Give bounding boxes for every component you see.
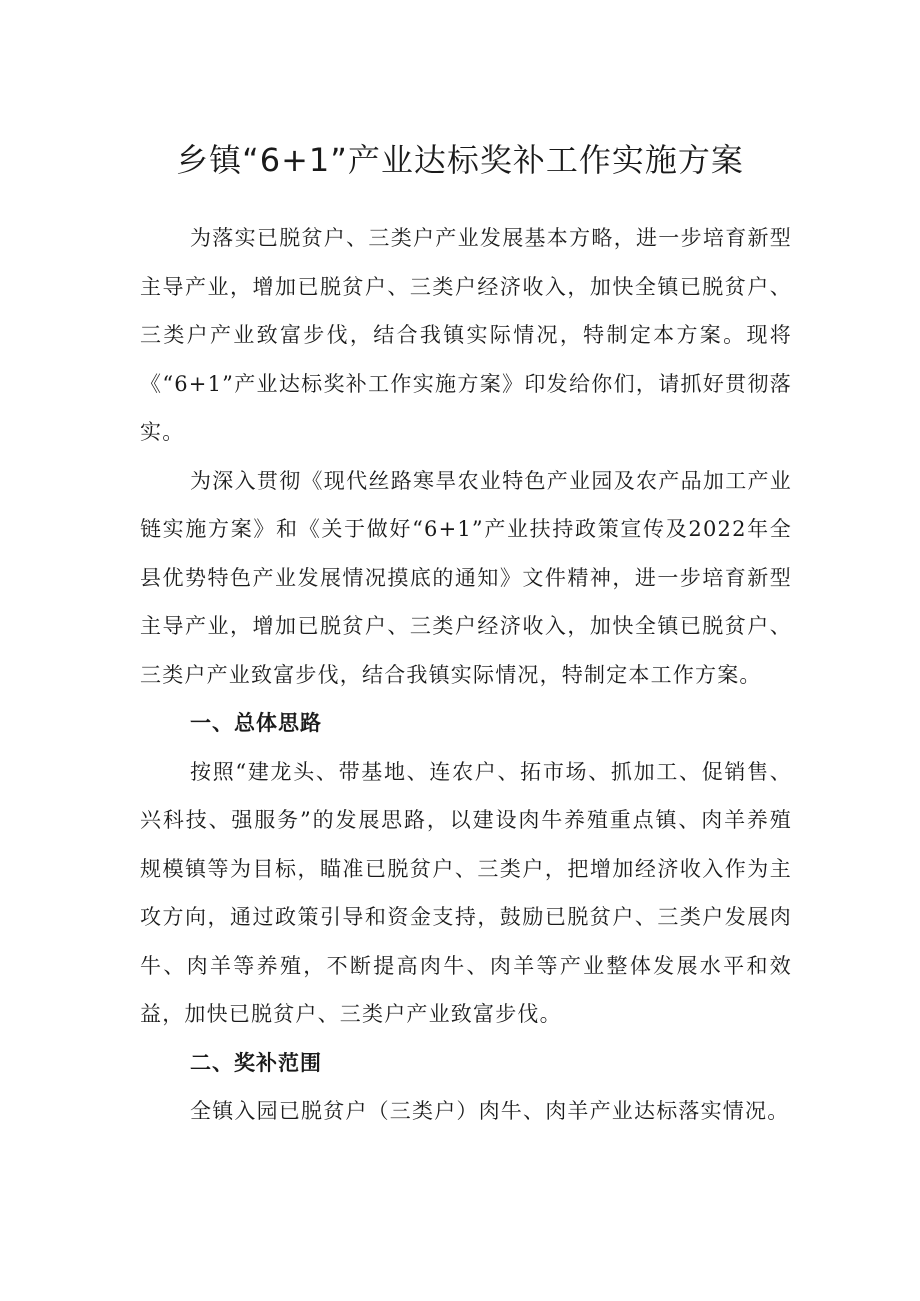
section-text-subsidy-scope: 全镇入园已脱贫户（三类户）肉牛、肉羊产业达标落实情况。 (190, 1099, 790, 1123)
section-heading-subsidy-scope: 二、奖补范围 (190, 1050, 322, 1075)
section-heading-overall-approach: 一、总体思路 (190, 711, 322, 735)
document-title: 乡镇“6+1”产业达标奖补工作实施方案 (176, 141, 744, 179)
document-body (140, 214, 792, 1136)
section-text-overall-approach: 按照“建龙头、带基地、连农户、拓市场、抓加工、促销售、兴科技、强服务”的发展思路，以建设肉牛养殖重点镇、肉羊养殖规模镇等为目标，瞄准已脱贫户、三类户，把增加经济收入作为主攻方向，通过政策引导和资金支持，鼓励已脱贫户、三类户发展肉牛、肉羊等养殖，不断提高肉牛、肉羊等产业整体发展水平和效益，加快已脱贫户、三类户产业致富步伐。 (140, 759, 792, 1026)
basis-paragraph: 为深入贯彻《现代丝路寒旱农业特色产业园及农产品加工产业链实施方案》和《关于做好“6+1”产业扶持政策宣传及2022年全县优势特色产业发展情况摸底的通知》文件精神，进一步培育新型主导产业，增加已脱贫户、三类户经济收入，加快全镇已脱贫户、三类户产业致富步伐，结合我镇实际情况，特制定本工作方案。 (140, 468, 792, 687)
intro-paragraph: 为落实已脱贫户、三类户产业发展基本方略，进一步培育新型主导产业，增加已脱贫户、三类户经济收入，加快全镇已脱贫户、三类户产业致富步伐，结合我镇实际情况，特制定本方案。现将《“6+1”产业达标奖补工作实施方案》印发给你们，请抓好贯彻落实。 (140, 226, 792, 444)
